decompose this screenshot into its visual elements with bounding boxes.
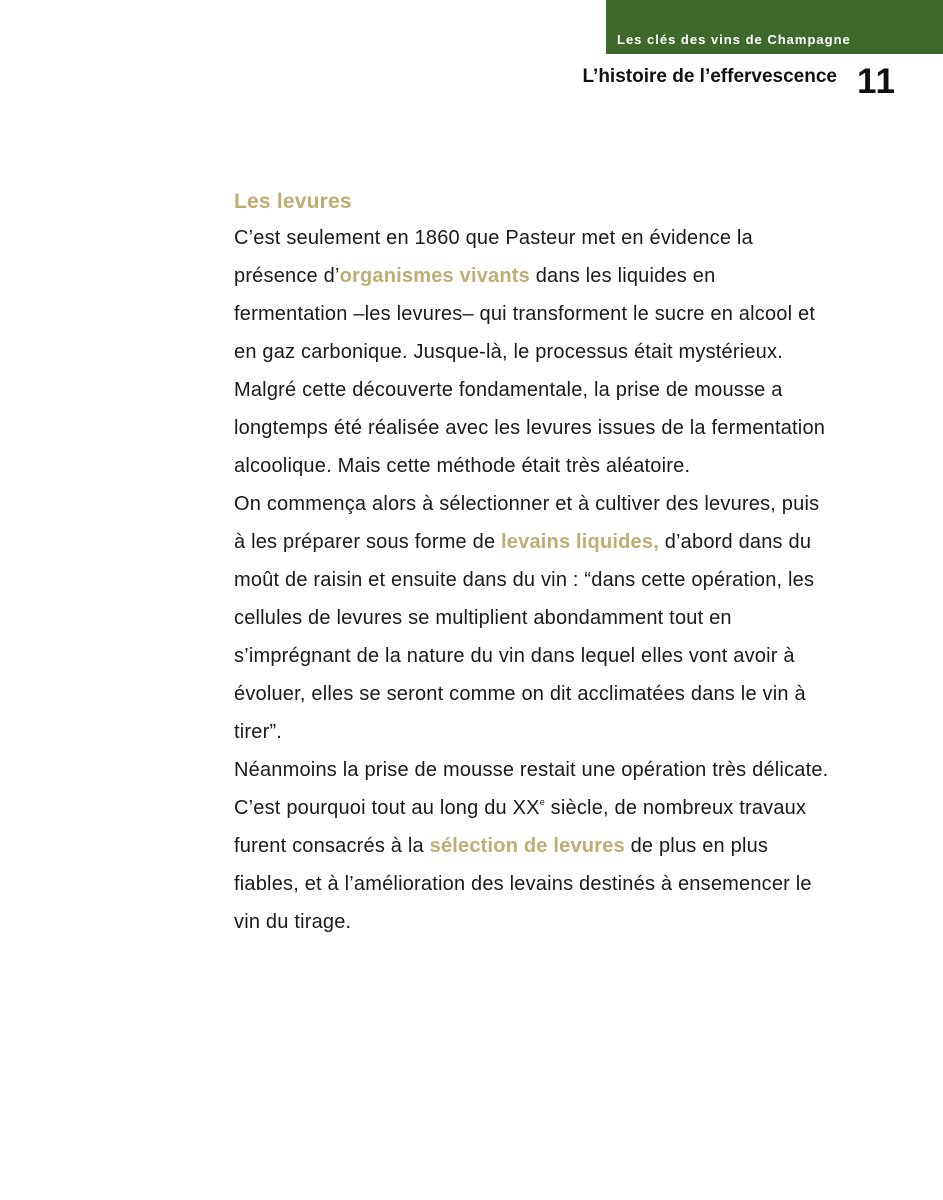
chapter-title: L’histoire de l’effervescence [582, 66, 837, 87]
paragraph-3 [234, 485, 834, 751]
series-title: Les clés des vins de Champagne [617, 32, 851, 47]
paragraph-2: Malgré cette découverte fondamentale, la prise de mousse a longtemps été réalisée avec les levures issues de la fermentation alcoolique. Mais cette méthode était très aléatoire. [234, 379, 826, 477]
paragraph-3-text-a: On commença alors à sélectionner et à cultiver des levures, puis à les préparer sous forme de [234, 493, 820, 553]
paragraph-3-text-b: d’abord dans du moût de raisin et ensuite dans du vin : “dans cette opération, les cellules de levures se multiplient abondamment tout en s’imprégnant de la nature du vin dans lequel elles vont avoir à évoluer, elles se seront comme on dit acclimatées dans le vin à tirer”. [234, 531, 815, 743]
highlight-levains-liquides: levains liquides, [501, 531, 659, 553]
article [234, 185, 834, 941]
paragraph-4-text-b: siècle, de nombreux travaux furent consacrés à la [234, 797, 807, 857]
highlight-organismes-vivants: organismes vivants [339, 265, 530, 287]
paragraph-1-text-a: C’est seulement en 1860 que Pasteur met en évidence la présence d’ [234, 227, 753, 287]
page-number: 11 [857, 62, 896, 101]
paragraph-1-text-b: dans les liquides en fermentation –les levures– qui transforment le sucre en alcool et en gaz carbonique. Jusque-là, le processus était mystérieux. [234, 265, 816, 363]
century-superscript: e [539, 797, 545, 807]
paragraph-4-text-c: de plus en plus fiables, et à l’amélioration des levains destinés à ensemencer le vin du tirage. [234, 835, 812, 933]
section-heading: Les levures [234, 190, 352, 213]
highlight-selection-de-levures: sélection de levures [429, 835, 625, 857]
paragraph-4-text-a: Néanmoins la prise de mousse restait une opération très délicate. C’est pourquoi tout au long du XX [234, 759, 829, 819]
paragraph-1 [234, 219, 834, 371]
paragraph-4 [234, 751, 834, 941]
